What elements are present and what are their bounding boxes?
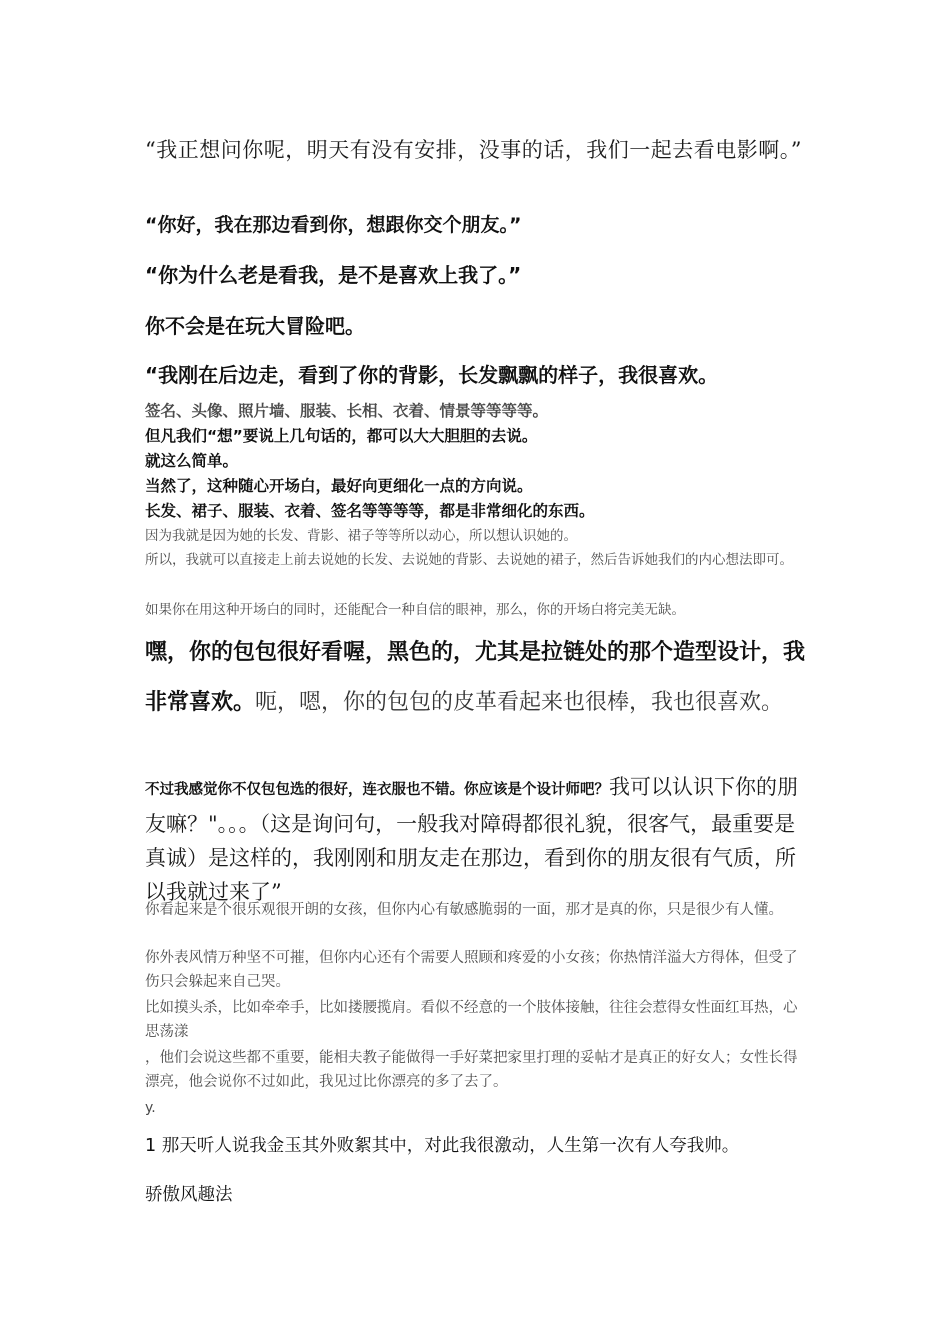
paragraph-detailed-things: 长发、裙子、服装、衣着、签名等等等等，都是非常细化的东西。	[145, 502, 595, 520]
paragraph-boldly-say: 但凡我们“想”要说上几句话的，都可以大大胆胆的去说。	[145, 427, 538, 445]
paragraph-proud-humor: 骄傲风趣法	[145, 1185, 233, 1205]
paragraph-long-hair: “我刚在后边走，看到了你的背影，长发飘飘的样子，我很喜欢。	[145, 363, 719, 387]
paragraph-good-woman: ，他们会说这些都不重要，能相夫教子能做得一手好菜把家里打理的妥帖才是真正的好女人；女性长得漂亮，他会说你不过如此，我见过比你漂亮的多了去了。	[145, 1050, 798, 1090]
paragraph-designer	[145, 770, 810, 909]
paragraph-handsome-joke: 1 那天听人说我金玉其外败絮其中，对此我很激动，人生第一次有人夸我帅。	[145, 1136, 740, 1156]
designer-bold: 不过我感觉你不仅包包选的很好，连衣服也不错。你应该是个设计师吧？	[145, 782, 609, 798]
paragraph-because-hair: 因为我就是因为她的长发、背影、裙子等等所以动心，所以想认识她的。	[145, 528, 577, 544]
paragraph-optimistic-girl: 你看起来是个很乐观很开朗的女孩，但你内心有敏感脆弱的一面，那才是真的你，只是很少有人懂。	[145, 902, 783, 918]
paragraph-truth-or-dare: 你不会是在玩大冒险吧。	[145, 314, 365, 338]
paragraph-y: y.	[145, 1100, 156, 1116]
paragraph-body-contact: 比如摸头杀，比如牵牵手，比如搂腰揽肩。看似不经意的一个肢体接触，往往会惹得女性面红耳热，心思荡漾	[145, 1000, 798, 1040]
paragraph-movie-invite: “我正想问你呢，明天有没有安排，没事的话，我们一起去看电影啊。”	[145, 138, 802, 162]
paragraph-confident-eyes: 如果你在用这种开场白的同时，还能配合一种自信的眼神，那么，你的开场白将完美无缺。	[145, 602, 685, 618]
designer-rest: 我可以认识下你的朋友嘛？"。。。（这是询问句，一般我对障碍都很礼貌，很客气，最重要是真诚）是这样的，我刚刚和朋友走在那边，看到你的朋友很有气质，所以我就过来了”	[145, 775, 798, 904]
paragraph-charming-outside: 你外表风情万种坚不可摧，但你内心还有个需要人照顾和疼爱的小女孩；你热情洋溢大方得体，但受了伤只会躲起来自己哭。	[145, 950, 798, 990]
paragraph-go-up-say: 所以，我就可以直接走上前去说她的长发、去说她的背影、去说她的裙子，然后告诉她我们的内心想法即可。	[145, 552, 793, 568]
paragraph-bag-compliment	[145, 628, 810, 728]
paragraph-so-simple: 就这么简单。	[145, 452, 239, 470]
paragraph-more-detail: 当然了，这种随心开场白，最好向更细化一点的方向说。	[145, 477, 533, 495]
paragraph-make-friends: “你好，我在那边看到你，想跟你交个朋友。”	[145, 214, 522, 236]
bag-compliment-bold: 嘿，你的包包很好看喔，黑色的，尤其是拉链处的那个造型设计，我非常喜欢。	[145, 640, 806, 715]
bag-compliment-rest: 呃，嗯，你的包包的皮革看起来也很棒，我也很喜欢。	[255, 690, 784, 715]
paragraph-why-look: “你为什么老是看我，是不是喜欢上我了。”	[145, 263, 522, 287]
paragraph-signature-list: 签名、头像、照片墙、服装、长相、衣着、情景等等等等。	[145, 402, 549, 420]
